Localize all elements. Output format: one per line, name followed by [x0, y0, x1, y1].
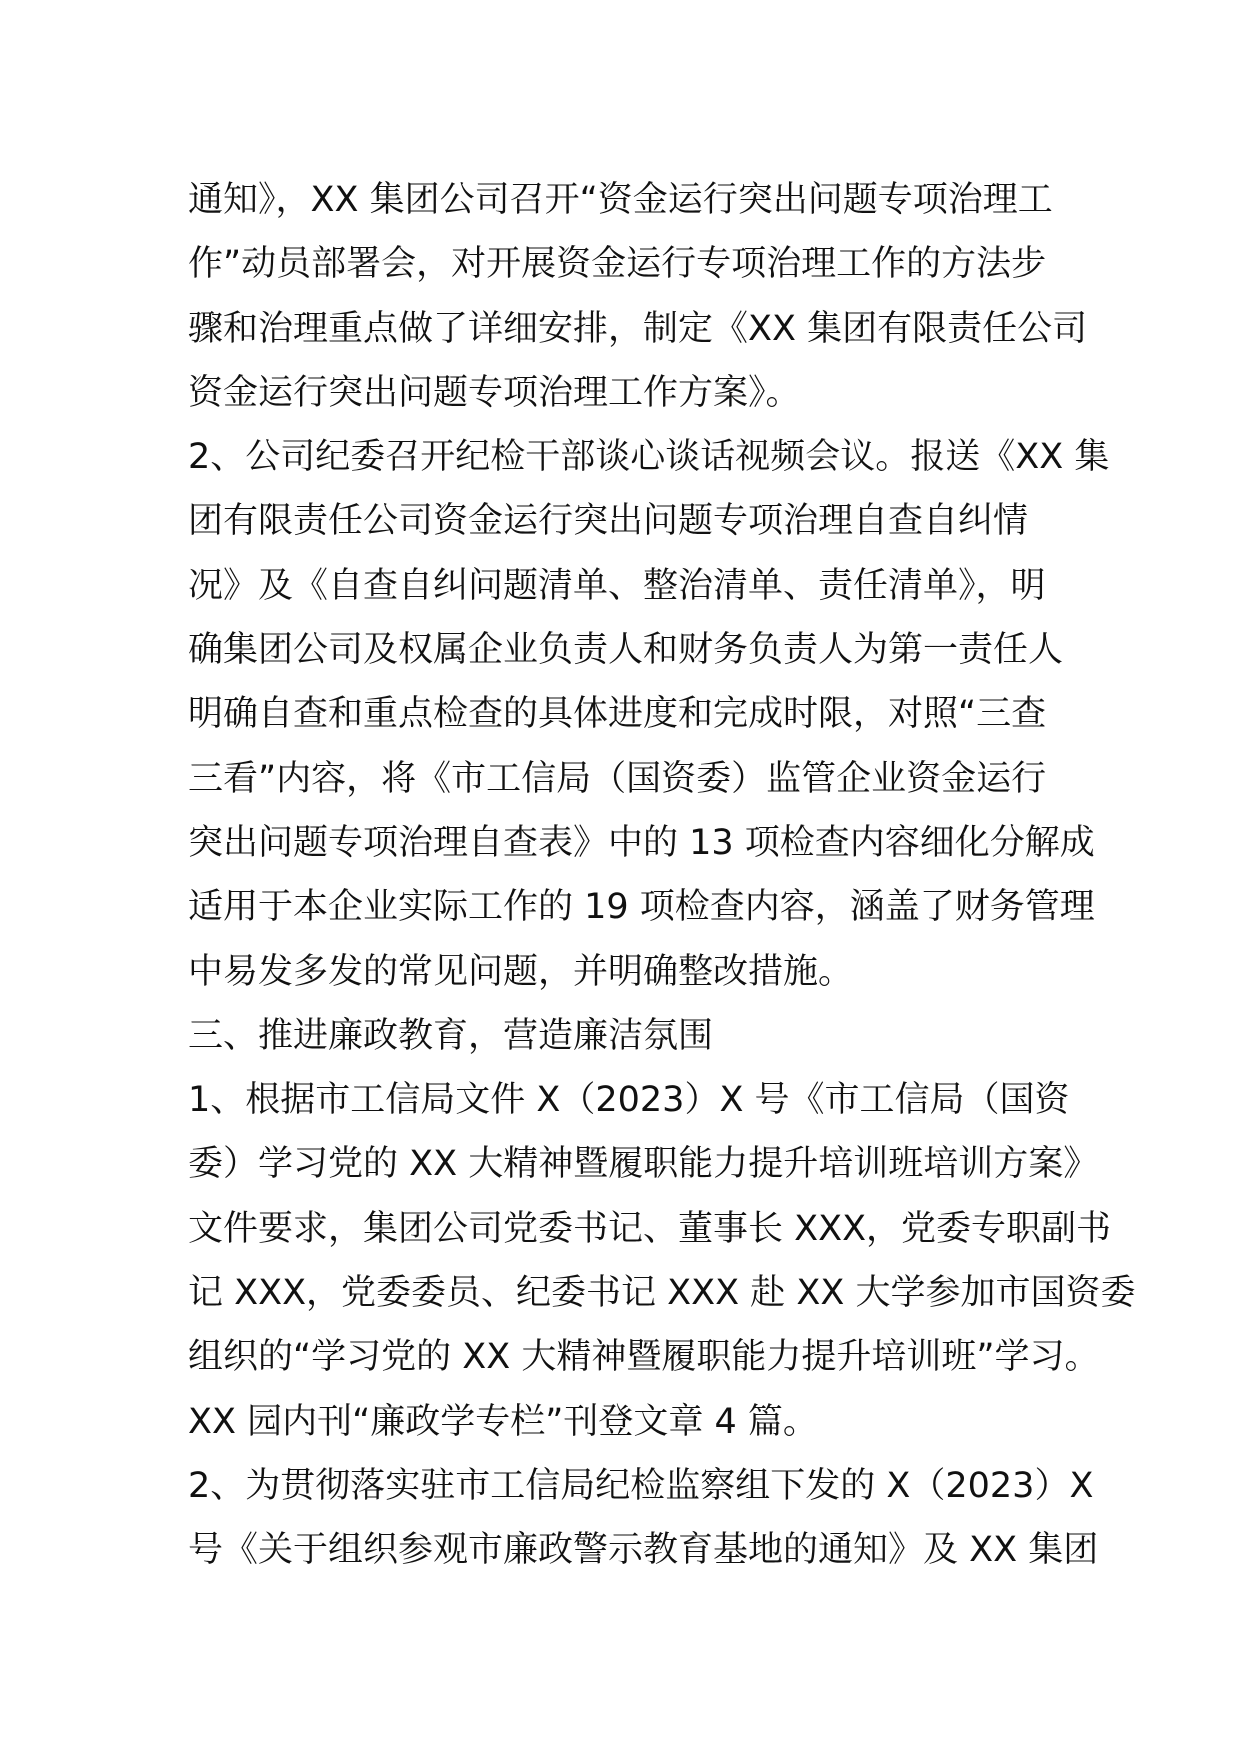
- text-line-16: 委）学习党的 XX 大精神暨履职能力提升培训班培训方案》: [188, 1144, 1099, 1185]
- text-line-21: 2、为贯彻落实驻市工信局纪检监察组下发的 X（2023）X: [188, 1465, 1094, 1506]
- text-line-15: 1、根据市工信局文件 X（2023）X 号《市工信局（国资: [188, 1080, 1070, 1121]
- text-line-12: 适用于本企业实际工作的 19 项检查内容，涵盖了财务管理: [188, 887, 1095, 928]
- text-line-2: 作”动员部署会，对开展资金运行专项治理工作的方法步: [188, 244, 1047, 285]
- text-line-11: 突出问题专项治理自查表》中的 13 项检查内容细化分解成: [188, 822, 1095, 863]
- text-line-18: 记 XXX，党委委员、纪委书记 XXX 赴 XX 大学参加市国资委: [188, 1273, 1136, 1314]
- text-line-19: 组织的“学习党的 XX 大精神暨履职能力提升培训班”学习。: [188, 1337, 1100, 1378]
- text-line-17: 文件要求，集团公司党委书记、董事长 XXX，党委专职副书: [188, 1208, 1112, 1249]
- text-line-4: 资金运行突出问题专项治理工作方案》。: [188, 372, 801, 413]
- text-line-20: XX 园内刊“廉政学专栏”刊登文章 4 篇。: [188, 1401, 818, 1442]
- text-line-10: 三看”内容，将《市工信局（国资委）监管企业资金运行: [188, 758, 1047, 799]
- text-line-3: 骤和治理重点做了详细安排，制定《XX 集团有限责任公司: [188, 308, 1088, 349]
- text-line-6: 团有限责任公司资金运行突出问题专项治理自查自纠情: [188, 501, 1029, 542]
- text-line-13: 中易发多发的常见问题，并明确整改措施。: [188, 951, 854, 992]
- text-line-7: 况》及《自查自纠问题清单、整治清单、责任清单》，明: [188, 565, 1046, 606]
- section-heading: 三、推进廉政教育，营造廉洁氛围: [188, 1015, 714, 1056]
- text-line-9: 明确自查和重点检查的具体进度和完成时限，对照“三查: [188, 694, 1047, 735]
- text-line-8: 确集团公司及权属企业负责人和财务负责人为第一责任人: [188, 630, 1064, 671]
- text-line-5: 2、公司纪委召开纪检干部谈心谈话视频会议。报送《XX 集: [188, 437, 1110, 478]
- text-line-1: 通知》，XX 集团公司召开“资金运行突出问题专项治理工: [188, 180, 1053, 220]
- text-line-22: 号《关于组织参观市廉政警示教育基地的通知》及 XX 集团: [188, 1530, 1099, 1571]
- document-body: [188, 168, 1136, 1583]
